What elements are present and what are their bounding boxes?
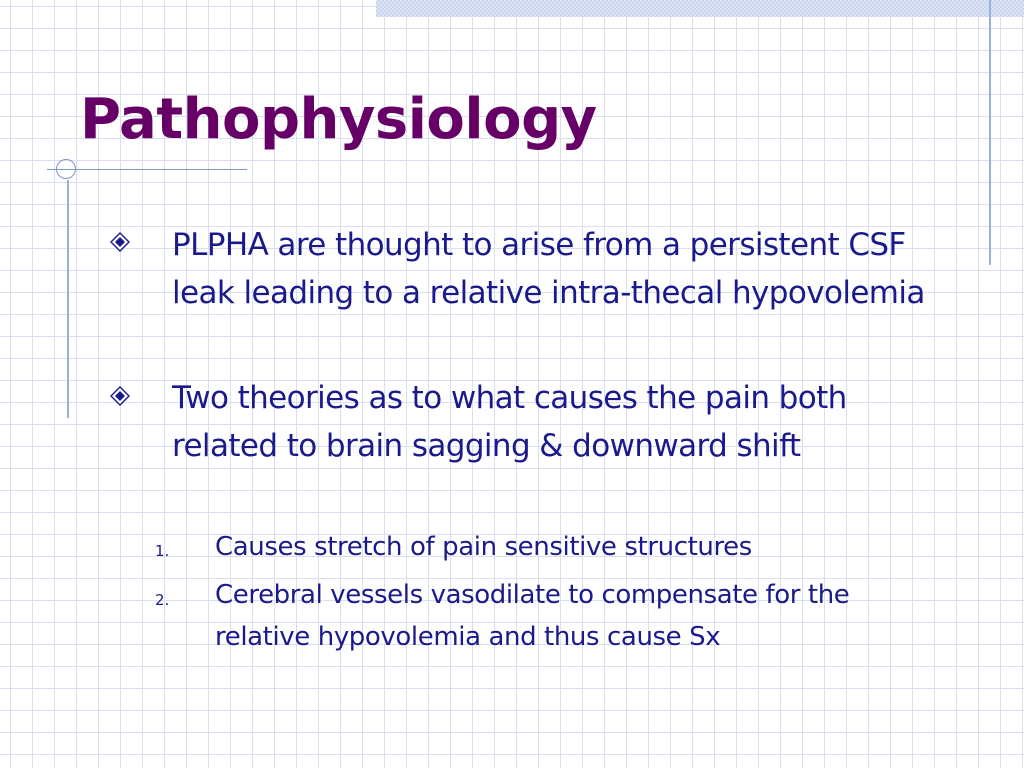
bullet-item: PLPHA are thought to arise from a persistent CSF leak leading to a relative intra-thecal hypovolemia: [172, 227, 925, 311]
right-decorative-line: [989, 0, 991, 265]
diamond-bullet-icon: [110, 386, 130, 406]
diamond-bullet-icon: [110, 232, 130, 252]
slide-title: Pathophysiology: [80, 87, 597, 152]
title-underline: [47, 169, 247, 170]
numbered-item: Causes stretch of pain sensitive structures: [215, 532, 752, 562]
list-number: 1.: [155, 542, 170, 560]
left-decorative-line: [67, 180, 69, 418]
list-number: 2.: [155, 591, 170, 609]
circle-ornament-icon: [56, 159, 76, 179]
bullet-item: Two theories as to what causes the pain both related to brain sagging & downward shift: [172, 380, 847, 464]
numbered-item: Cerebral vessels vasodilate to compensate for the relative hypovolemia and thus cause Sx: [215, 580, 850, 652]
top-decorative-band: [376, 0, 1024, 17]
